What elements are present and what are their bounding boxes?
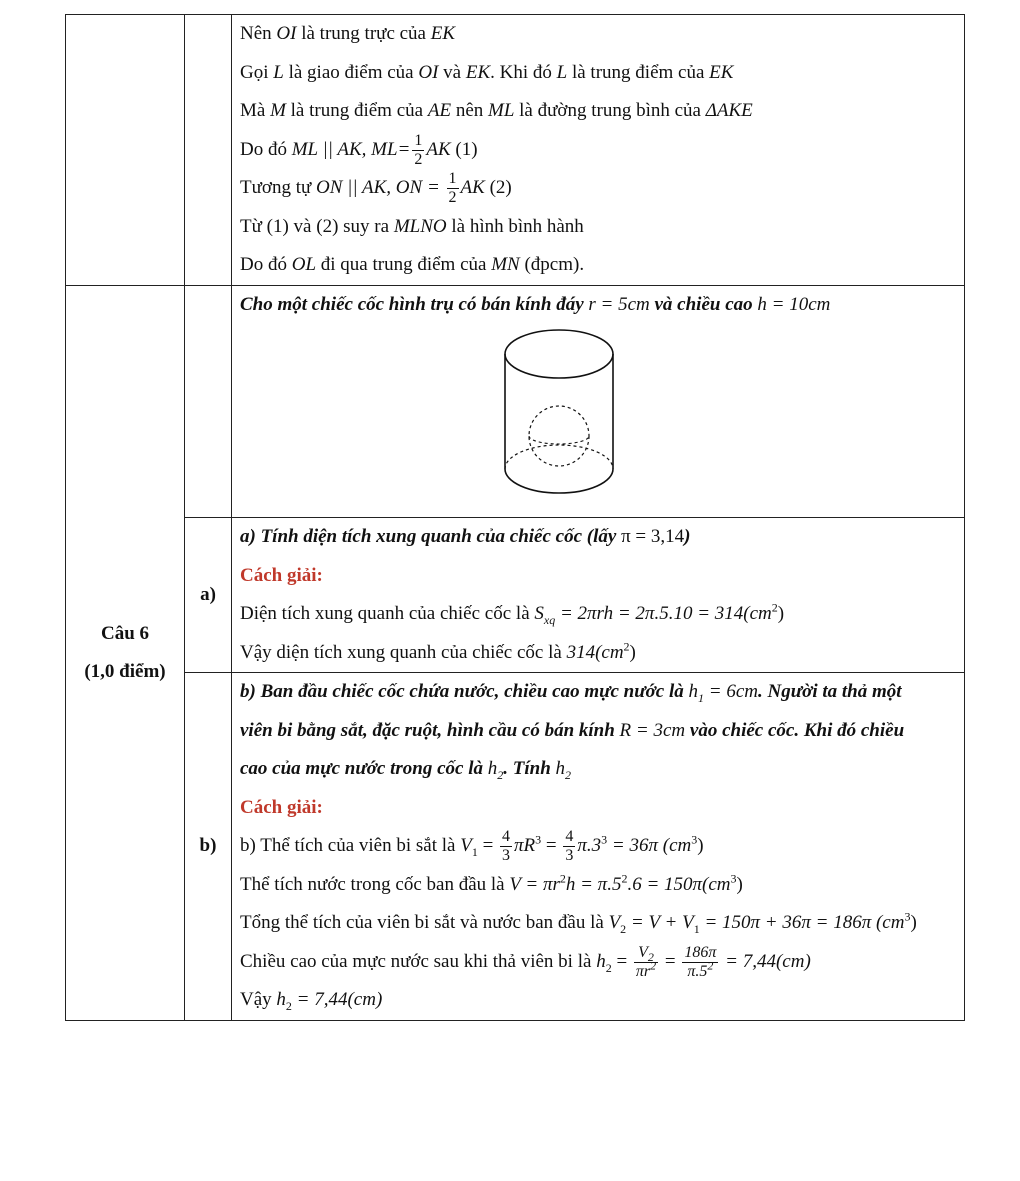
part-b-task-line-3: cao của mực nước trong cốc là $h_2$. Tính $h_2$ <box>240 758 572 782</box>
part-b-line-4: Chiều cao của mực nước sau khi thả viên bi là $h_2$ = $\frac{V_2}{\pi r^2}$ = $\frac{186\pi}{\pi.5^2}$ = 7,44(cm) <box>240 943 811 980</box>
fraction-half: $\frac{1}{2}$ <box>448 170 457 207</box>
part-b-task-line-2: viên bi bằng sắt, đặc ruột, hình cầu có bán kính R = 3cm vào chiếc cốc. Khi đó chiều <box>240 719 905 741</box>
cell-part-b-content <box>232 673 965 1021</box>
cell-part-a-label: a) <box>185 518 232 673</box>
part-b-solution-heading: Cách giải: <box>240 796 323 818</box>
solution-table <box>65 14 965 1021</box>
fraction-half: $\frac{1}{2}$ <box>414 131 423 168</box>
sphere-outline <box>529 406 589 466</box>
cylinder-bottom-back-arc <box>505 445 613 469</box>
cell-part-empty <box>185 15 232 286</box>
fraction-186pi-over-pi5: $\frac{186\pi}{\pi.5^2}$ <box>684 943 717 980</box>
proof-line-5: Tương tự ON || AK, ON = $\frac{1}{2}$ AK (2) <box>240 170 512 207</box>
question-intro-text: Cho một chiếc cốc hình trụ có bán kính đáy r = 5cm và chiều cao h = 10cm <box>240 293 831 315</box>
part-a-solution-heading: Cách giải: <box>240 564 323 586</box>
part-a-line-2: Vậy diện tích xung quanh của chiếc cốc là $314(cm^2)$ <box>240 639 636 663</box>
proof-line-1: Nên OI là trung trực của EK <box>240 23 456 44</box>
part-b-line-3: Tổng thể tích của viên bi sắt và nước ban đầu là $V_2 = V + V_1 = 150\pi + 36\pi = 186\pi$ $(cm^3)$ <box>240 909 917 936</box>
sphere-equator <box>529 436 589 444</box>
cylinder-cup-drawing <box>489 324 629 514</box>
cell-question-empty <box>66 15 185 286</box>
fraction-four-thirds: $\frac{4}{3}$ <box>565 828 574 865</box>
fraction-v2-over-pi-r2: $\frac{V_2}{\pi r^2}$ <box>635 943 657 980</box>
proof-line-7: Do đó OL đi qua trung điểm của MN (đpcm). <box>240 254 585 275</box>
part-b-line-2: Thể tích nước trong cốc ban đầu là $V = \pi r^2h = \pi.5^2.6 = 150\pi(cm^3)$ <box>240 871 743 895</box>
cell-part-a-content <box>232 518 965 673</box>
part-b-line-1: b) Thể tích của viên bi sắt là $V_1$ = $\frac{4}{3}$ $\pi R^3$ = $\frac{4}{3}$ $\pi.3^3 = 36\pi$ $(cm^3)$ <box>240 828 704 865</box>
row-part-a <box>66 518 965 673</box>
fraction-four-thirds: $\frac{4}{3}$ <box>502 828 511 865</box>
cylinder-bottom-front-arc <box>505 469 613 493</box>
proof-line-2: Gọi L là giao điểm của OI và EK. Khi đó L là trung điểm của EK <box>240 61 734 83</box>
part-b-line-5: Vậy $h_2 = 7,44(cm)$ <box>240 989 383 1013</box>
proof-line-6: Từ (1) và (2) suy ra MLNO là hình bình hành <box>240 215 584 237</box>
proof-line-3: Mà M là trung điểm của AE nên ML là đường trung bình của ΔAKE <box>240 100 753 121</box>
cell-part-b-label: b) <box>185 673 232 1021</box>
top-bar <box>0 0 1020 14</box>
question-points: (1,0 điểm) <box>84 660 166 682</box>
part-a-task: a) Tính diện tích xung quanh của chiếc cốc (lấy π = 3,14) <box>240 526 691 547</box>
question-number: Câu 6 <box>100 622 150 644</box>
cell-proof-content <box>232 15 965 286</box>
row-proof <box>66 15 965 286</box>
proof-line-4: Do đó ML || AK, ML= $\frac{1}{2}$ AK (1) <box>240 131 478 168</box>
cylinder-top-ellipse <box>505 330 613 378</box>
row-question-intro <box>66 285 965 518</box>
cylinder-figure <box>160 324 958 517</box>
cell-intro-content <box>232 285 965 518</box>
part-b-task-line-1: b) Ban đầu chiếc cốc chứa nước, chiều cao mực nước là $h_1 = 6cm$. Người ta thả một <box>240 681 902 705</box>
part-a-line-1: Diện tích xung quanh của chiếc cốc là $S_{xq} = 2\pi rh = 2\pi.5.10 = 314(cm^2)$ <box>240 600 785 627</box>
row-part-b <box>66 673 965 1021</box>
